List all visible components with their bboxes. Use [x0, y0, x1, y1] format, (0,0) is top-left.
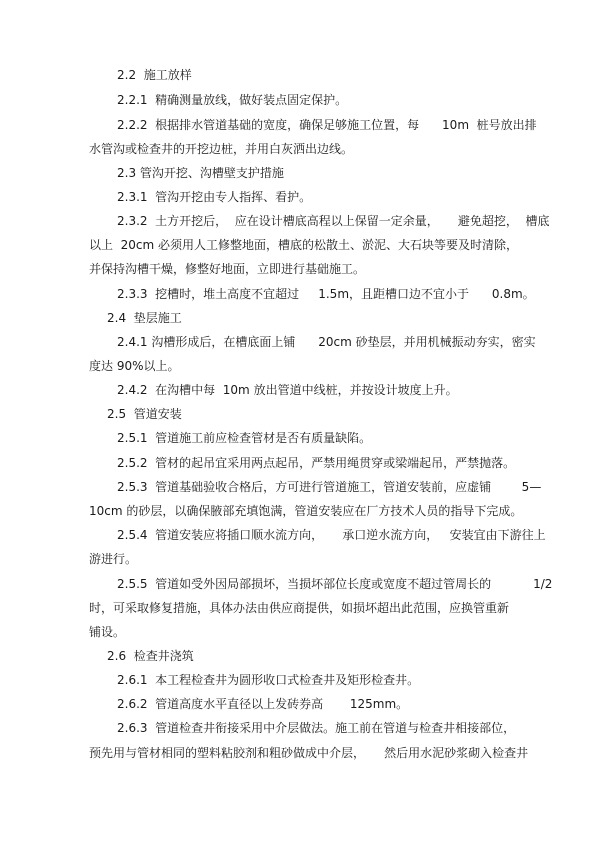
- paragraph-line: 预先用与管材相同的塑料粘胶剂和粗砂做成中介层， 然后用水泥砂浆砌入检查井: [89, 746, 529, 760]
- paragraph-line: 度达 90%以上。: [89, 359, 180, 373]
- paragraph-line: 2.2.1 精确测量放线，做好装点固定保护。: [117, 93, 348, 107]
- paragraph-line: 铺设。: [89, 625, 126, 639]
- paragraph-line: 游进行。: [89, 552, 138, 566]
- paragraph-line: 2.5.5 管道如受外因局部损坏，当损坏部位长度或宽度不超过管周长的 1/2: [117, 577, 553, 591]
- heading-2-5: 2.5 管道安装: [107, 407, 182, 421]
- heading-2-3: 2.3 管沟开挖、沟槽壁支护措施: [117, 166, 284, 180]
- heading-2-6: 2.6 检查井浇筑: [107, 649, 194, 663]
- paragraph-line: 以上 20cm 必须用人工修整地面，槽底的松散土、淤泥、大石块等要及时清除，: [89, 238, 519, 252]
- paragraph-line: 时，可采取修复措施，具体办法由供应商提供，如损坏超出此范围，应换管重新: [89, 601, 510, 615]
- paragraph-line: 2.6.2 管道高度水平直径以上发砖券高 125mm。: [117, 697, 409, 711]
- paragraph-line: 2.3.1 管沟开挖由专人指挥、看护。: [117, 190, 312, 204]
- paragraph-line: 2.6.1 本工程检查井为圆形收口式检查井及矩形检查井。: [117, 673, 420, 687]
- paragraph-line: 2.5.4 管道安装应将插口顺水流方向， 承口逆水流方向， 安装宜由下游往上: [117, 528, 546, 542]
- paragraph-line: 10cm 的砂层，以确保腋部充填饱满，管道安装应在厂方技术人员的指导下完成。: [89, 504, 523, 518]
- paragraph-line: 水管沟或检查井的开挖边桩，并用白灰洒出边线。: [89, 142, 354, 156]
- paragraph-line: 2.6.3 管道检查井衔接采用中介层做法。施工前在管道与检查井相接部位，: [117, 721, 516, 735]
- heading-2-2: 2.2 施工放样: [117, 68, 192, 82]
- paragraph-line: 2.3.3 挖槽时，堆土高度不宜超过 1.5m，且距槽口边不宜小于 0.8m。: [117, 287, 535, 301]
- paragraph-line: 并保持沟槽干燥，修整好地面，立即进行基础施工。: [89, 262, 366, 276]
- paragraph-line: 2.3.2 土方开挖后， 应在设计槽底高程以上保留一定余量， 避免超挖， 槽底: [117, 214, 550, 228]
- heading-2-4: 2.4 垫层施工: [107, 311, 182, 325]
- paragraph-line: 2.5.2 管材的起吊宜采用两点起吊，严禁用绳贯穿或梁端起吊，严禁抛落。: [117, 456, 516, 470]
- paragraph-line: 2.5.1 管道施工前应检查管材是否有质量缺陷。: [117, 431, 372, 445]
- paragraph-line: 2.5.3 管道基础验收合格后，方可进行管道施工，管道安装前，应虚铺 5—: [117, 480, 542, 494]
- paragraph-line: 2.2.2 根据排水管道基础的宽度，确保足够施工位置，每 10m 桩号放出排: [117, 118, 537, 132]
- paragraph-line: 2.4.1 沟槽形成后，在槽底面上铺 20cm 砂垫层，并用机械振动夯实，密实: [117, 335, 536, 349]
- paragraph-line: 2.4.2 在沟槽中每 10m 放出管道中线桩，并按设计坡度上升。: [117, 383, 458, 397]
